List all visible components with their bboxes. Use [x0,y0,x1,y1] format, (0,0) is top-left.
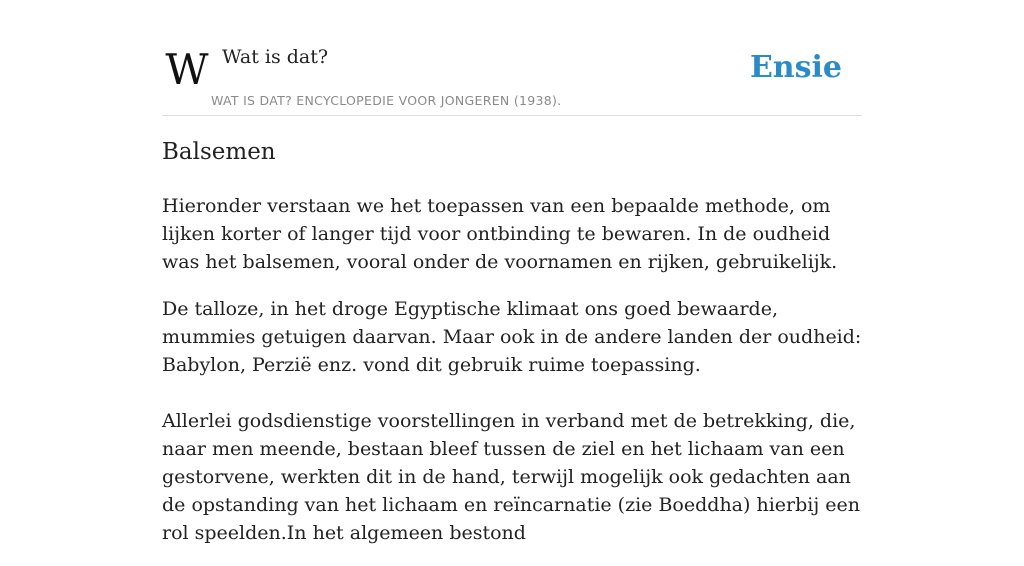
wikipedia-w-glyph [165,45,209,94]
article-body [162,192,867,566]
article-paragraph-1: Hieronder verstaan we het toepassen van een bepaalde methode, om lijken korter of langer tijd voor ontbinding te bewaren. In de oudheid was het balsemen, vooral onder de voornamen en rijken, gebruikelijk. [162,195,838,273]
page [162,0,862,544]
ensie-brand-link[interactable]: Ensie [749,50,842,85]
article-paragraph-2: De talloze, in het droge Egyptische klimaat ons goed bewaarde, mummies getuigen daarvan. Maar ook in de andere landen der oudheid: Babylon, Perzië enz. vond dit gebruik ruime toepassing. [162,298,862,376]
svg-text:W: W [165,45,209,94]
wikipedia-w-icon[interactable] [165,45,209,94]
article-title: Balsemen [162,139,276,165]
source-header [162,0,862,116]
article-paragraph-3: Allerlei godsdienstige voorstellingen in verband met de betrekking, die, naar men meende, bestaan bleef tussen de ziel en het lichaam van een gestorvene, werkten dit in de hand, terwijl mogelijk ook gedachten aan de opstanding van het lichaam en reïncarnatie (zie Boeddha) hierbij een rol speelden.In het algemeen bestond [162,410,860,544]
source-title: Wat is dat? [222,46,329,68]
source-subtitle: WAT IS DAT? ENCYCLOPEDIE VOOR JONGEREN (1938). [211,93,562,108]
